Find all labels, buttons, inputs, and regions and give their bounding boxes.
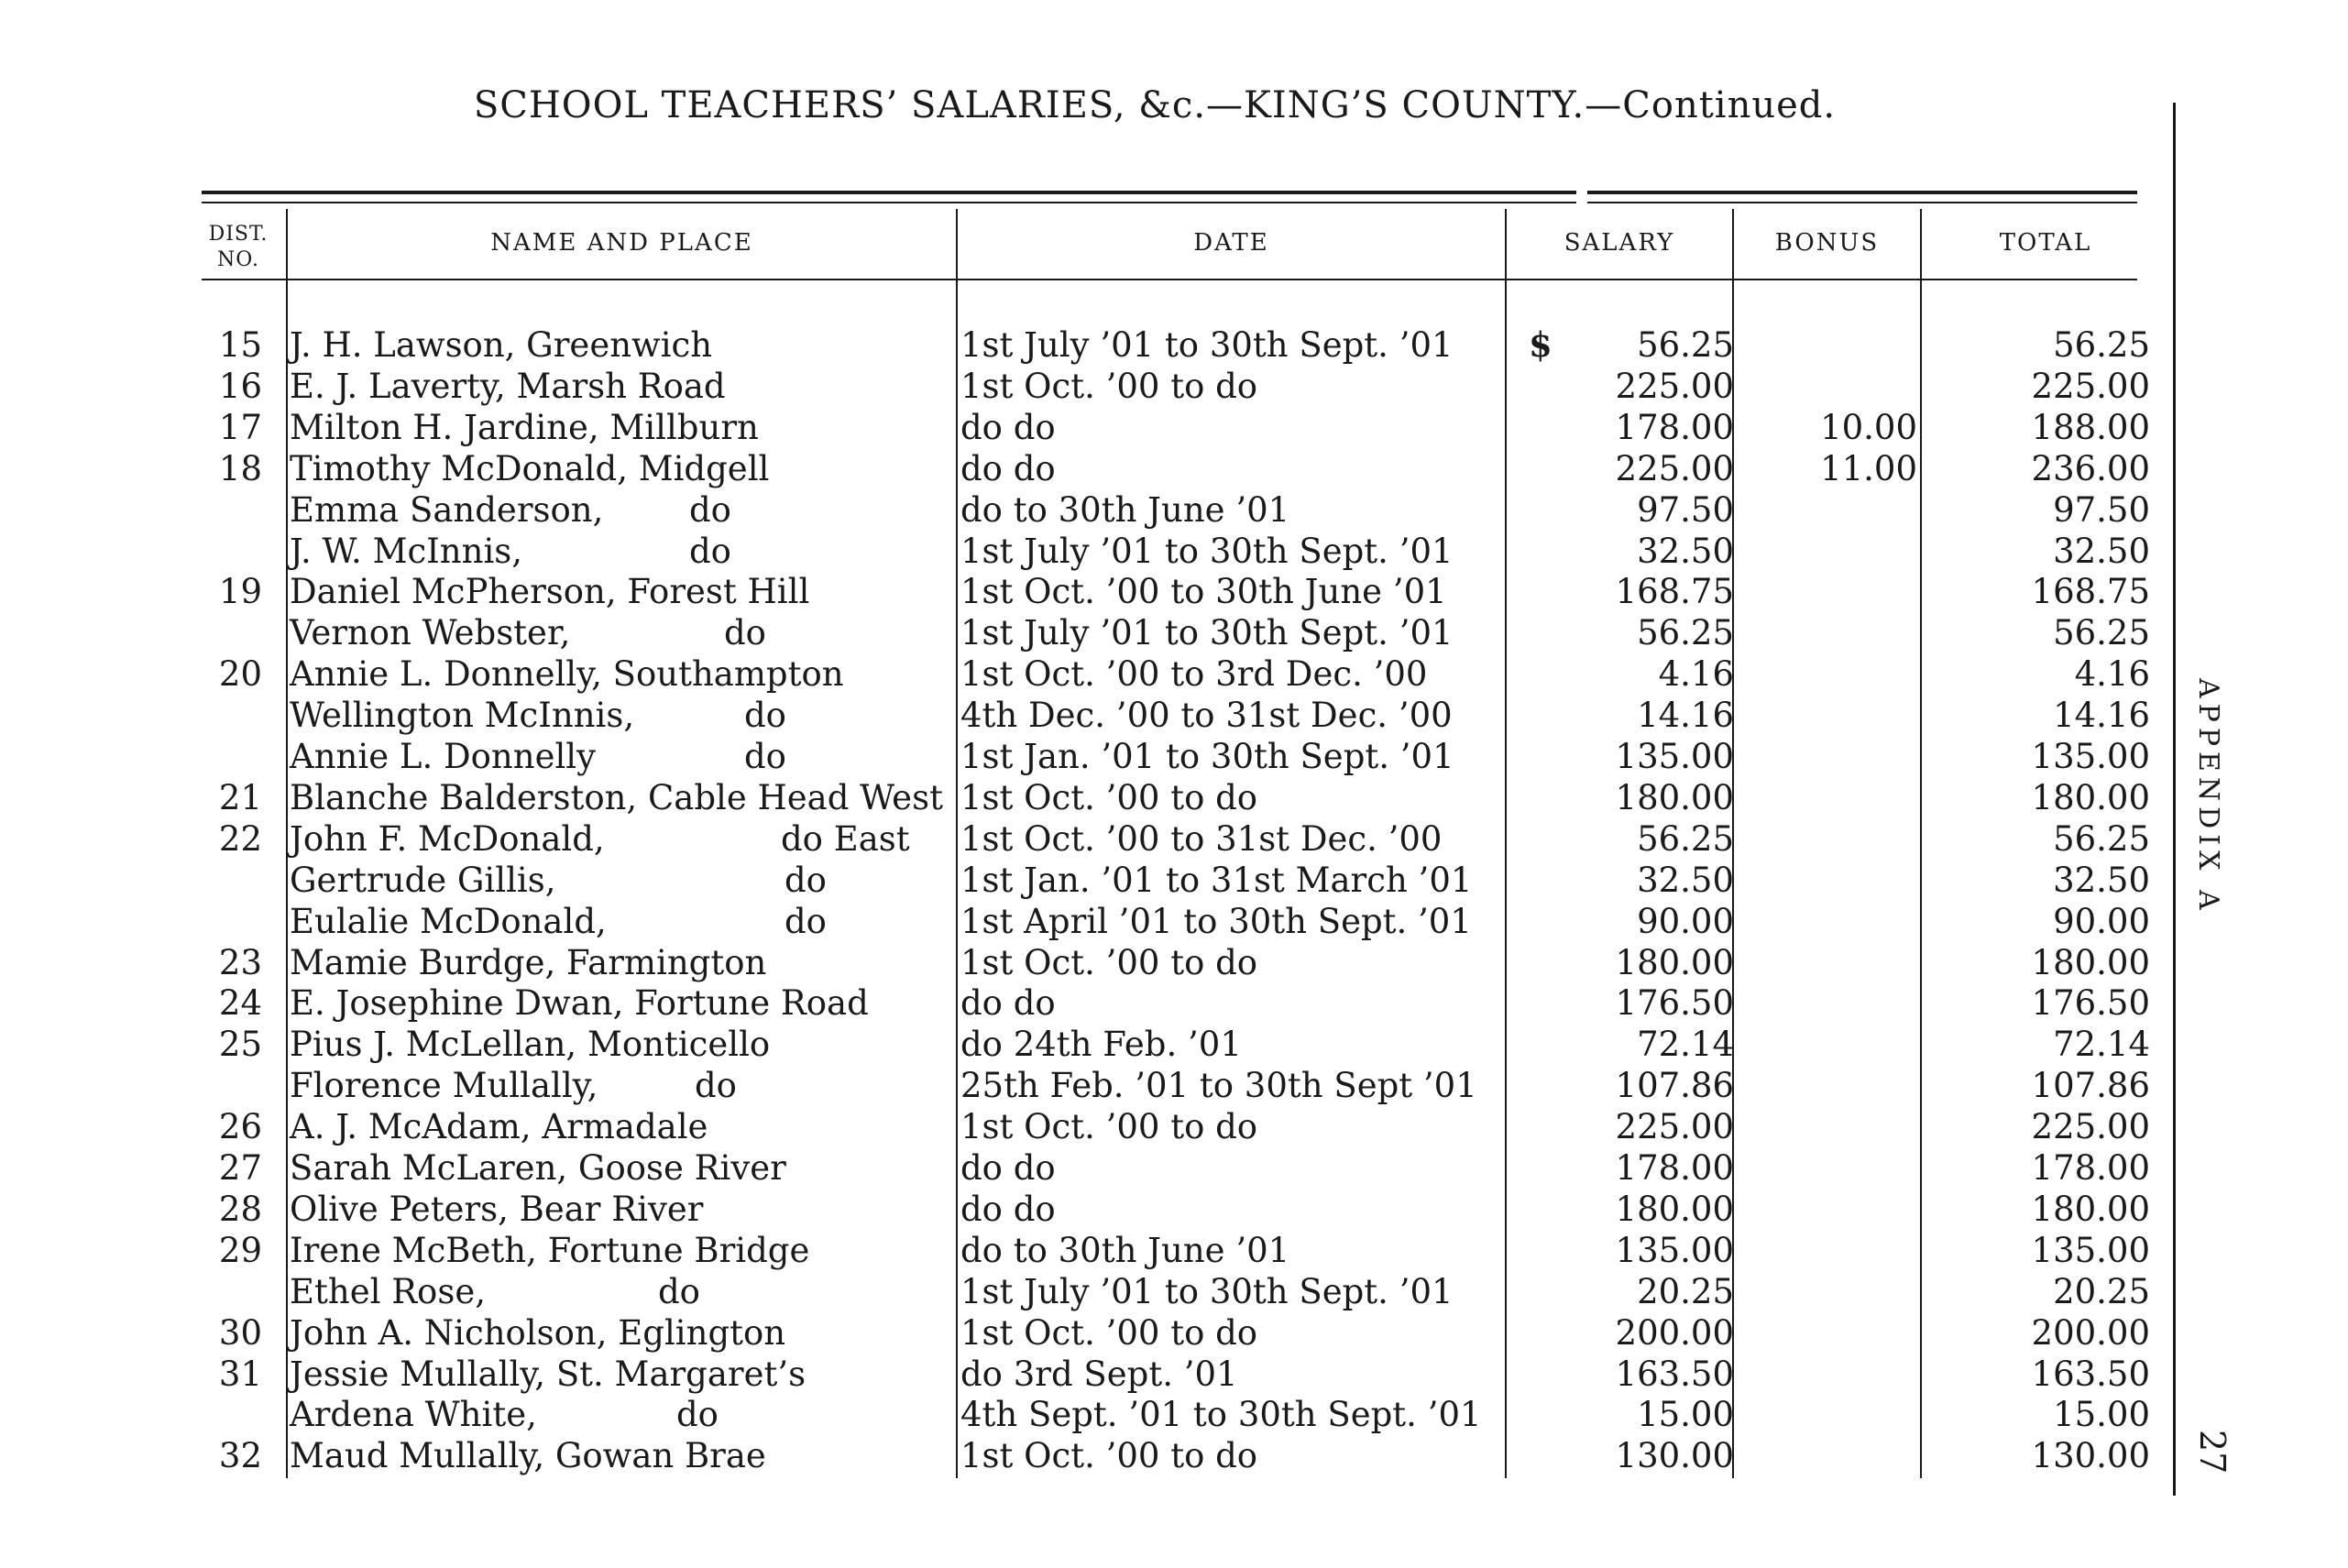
place-cell: do East xyxy=(781,819,910,859)
place-cell: do xyxy=(689,532,731,571)
salary-cell: 180.00 xyxy=(1615,1190,1734,1229)
total-cell: 56.25 xyxy=(2053,613,2150,652)
date-cell: do do xyxy=(960,449,1056,488)
date-cell: do do xyxy=(960,1190,1056,1229)
date-cell: 1st July ’01 to 30th Sept. ’01 xyxy=(960,613,1454,652)
table-row xyxy=(0,1106,2348,1147)
date-cell: do do xyxy=(960,1148,1056,1188)
total-cell: 236.00 xyxy=(2031,449,2150,488)
date-cell: 1st Oct. ’00 to do xyxy=(960,1107,1258,1146)
place-cell: do xyxy=(744,737,786,776)
total-cell: 72.14 xyxy=(2053,1025,2150,1064)
total-cell: 14.16 xyxy=(2053,696,2150,735)
teacher-name-cell: Maud Mullally, Gowan Brae xyxy=(290,1436,766,1475)
date-cell: do do xyxy=(960,408,1056,447)
total-cell: 15.00 xyxy=(2053,1395,2150,1434)
bonus-cell: 11.00 xyxy=(1820,449,1917,488)
dist-no-cell: 28 xyxy=(218,1190,262,1229)
table-rule-top xyxy=(1587,191,2137,194)
date-cell: 1st July ’01 to 30th Sept. ’01 xyxy=(960,532,1454,571)
total-cell: 225.00 xyxy=(2031,1107,2150,1146)
total-cell: 97.50 xyxy=(2053,490,2150,530)
dist-no-cell: 24 xyxy=(218,983,262,1023)
salary-cell: 180.00 xyxy=(1615,778,1734,817)
dist-no-cell: 23 xyxy=(218,943,262,982)
teacher-name-cell: Mamie Burdge, Farmington xyxy=(290,943,767,982)
salary-cell: 107.86 xyxy=(1615,1066,1734,1105)
header-salary: SALARY xyxy=(1564,229,1675,257)
table-header-rule xyxy=(202,279,2137,280)
teacher-name-cell: Ardena White, xyxy=(290,1395,537,1434)
table-row xyxy=(0,1394,2348,1435)
salary-cell: 178.00 xyxy=(1615,408,1734,447)
place-cell: do xyxy=(695,1066,737,1105)
table-row xyxy=(0,324,2348,366)
place-cell: do xyxy=(658,1272,700,1311)
salary-cell: 225.00 xyxy=(1615,367,1734,406)
total-cell: 20.25 xyxy=(2053,1272,2150,1311)
total-cell: 200.00 xyxy=(2031,1313,2150,1353)
salary-cell: 135.00 xyxy=(1615,737,1734,776)
table-row xyxy=(0,1147,2348,1189)
place-cell: do xyxy=(689,490,731,530)
salary-cell: 168.75 xyxy=(1615,572,1734,611)
date-cell: 25th Feb. ’01 to 30th Sept ’01 xyxy=(960,1066,1477,1105)
table-row xyxy=(0,1065,2348,1106)
salary-cell: 32.50 xyxy=(1637,532,1734,571)
salary-cell: 15.00 xyxy=(1637,1395,1734,1434)
teacher-name-cell: Wellington McInnis, xyxy=(290,696,635,735)
dist-no-cell: 29 xyxy=(218,1231,262,1270)
appendix-label: APPENDIX A xyxy=(2192,678,2224,916)
header-dist-no: DIST. NO. xyxy=(208,223,269,271)
teacher-name-cell: Daniel McPherson, Forest Hill xyxy=(290,572,810,611)
page-title: SCHOOL TEACHERS’ SALARIES, &c.—KING’S COUNTY.—Continued. xyxy=(473,84,1837,126)
table-row xyxy=(0,695,2348,736)
total-cell: 32.50 xyxy=(2053,532,2150,571)
table-rule-top xyxy=(202,191,1576,194)
table-rule-top-thin xyxy=(202,202,1576,203)
table-row xyxy=(0,860,2348,901)
total-cell: 107.86 xyxy=(2031,1066,2150,1105)
dist-no-cell: 20 xyxy=(218,654,262,694)
total-cell: 32.50 xyxy=(2053,861,2150,900)
place-cell: do xyxy=(784,861,827,900)
teacher-name-cell: Eulalie McDonald, xyxy=(290,902,607,941)
total-cell: 90.00 xyxy=(2053,902,2150,941)
table-row xyxy=(0,407,2348,448)
teacher-name-cell: John F. McDonald, xyxy=(290,819,605,859)
page-number: 27 xyxy=(2192,1430,2233,1475)
table-row xyxy=(0,653,2348,695)
dist-no-cell: 25 xyxy=(218,1025,262,1064)
table-row xyxy=(0,1230,2348,1271)
teacher-name-cell: Annie L. Donnelly xyxy=(290,737,597,776)
table-row xyxy=(0,736,2348,777)
table-row xyxy=(0,1189,2348,1230)
place-cell: do xyxy=(744,696,786,735)
place-cell: do xyxy=(676,1395,719,1434)
total-cell: 4.16 xyxy=(2074,654,2150,694)
teacher-name-cell: Gertrude Gillis, xyxy=(290,861,556,900)
dist-no-cell: 30 xyxy=(218,1313,262,1353)
total-cell: 225.00 xyxy=(2031,367,2150,406)
date-cell: 4th Dec. ’00 to 31st Dec. ’00 xyxy=(960,696,1453,735)
teacher-name-cell: Florence Mullally, xyxy=(290,1066,598,1105)
dist-no-cell: 17 xyxy=(218,408,262,447)
date-cell: 4th Sept. ’01 to 30th Sept. ’01 xyxy=(960,1395,1482,1434)
salary-cell: 32.50 xyxy=(1637,861,1734,900)
teacher-name-cell: E. J. Laverty, Marsh Road xyxy=(290,367,726,406)
dist-no-cell: 19 xyxy=(218,572,262,611)
teacher-name-cell: Milton H. Jardine, Millburn xyxy=(290,408,759,447)
date-cell: do 3rd Sept. ’01 xyxy=(960,1354,1238,1394)
date-cell: do 24th Feb. ’01 xyxy=(960,1025,1242,1064)
total-cell: 163.50 xyxy=(2031,1354,2150,1394)
salary-cell: 225.00 xyxy=(1615,449,1734,488)
date-cell: 1st Oct. ’00 to 31st Dec. ’00 xyxy=(960,819,1443,859)
place-cell: do xyxy=(724,613,766,652)
table-row xyxy=(0,1312,2348,1354)
date-cell: 1st Oct. ’00 to do xyxy=(960,943,1258,982)
salary-cell: 180.00 xyxy=(1615,943,1734,982)
teacher-name-cell: Annie L. Donnelly, Southampton xyxy=(290,654,844,694)
salary-cell: 20.25 xyxy=(1637,1272,1734,1311)
date-cell: 1st Jan. ’01 to 30th Sept. ’01 xyxy=(960,737,1454,776)
total-cell: 56.25 xyxy=(2053,819,2150,859)
header-total: TOTAL xyxy=(1999,229,2092,257)
salary-cell: 200.00 xyxy=(1615,1313,1734,1353)
table-row xyxy=(0,612,2348,653)
salary-cell: 72.14 xyxy=(1637,1025,1734,1064)
salary-cell: 97.50 xyxy=(1637,490,1734,530)
date-cell: 1st Oct. ’00 to do xyxy=(960,1436,1258,1475)
date-cell: do to 30th June ’01 xyxy=(960,490,1290,530)
teacher-name-cell: A. J. McAdam, Armadale xyxy=(290,1107,708,1146)
table-row xyxy=(0,571,2348,612)
date-cell: 1st Oct. ’00 to 30th June ’01 xyxy=(960,572,1447,611)
teacher-name-cell: Emma Sanderson, xyxy=(290,490,604,530)
table-row xyxy=(0,1354,2348,1395)
dist-no-cell: 21 xyxy=(218,778,262,817)
teacher-name-cell: Olive Peters, Bear River xyxy=(290,1190,704,1229)
total-cell: 188.00 xyxy=(2031,408,2150,447)
table-row xyxy=(0,818,2348,860)
teacher-name-cell: Jessie Mullally, St. Margaret’s xyxy=(290,1354,806,1394)
salary-cell: 56.25 xyxy=(1637,325,1734,365)
total-cell: 135.00 xyxy=(2031,1231,2150,1270)
teacher-name-cell: John A. Nicholson, Eglington xyxy=(290,1313,786,1353)
table-row xyxy=(0,366,2348,407)
teacher-name-cell: Pius J. McLellan, Monticello xyxy=(290,1025,771,1064)
salary-cell: 178.00 xyxy=(1615,1148,1734,1188)
total-cell: 180.00 xyxy=(2031,943,2150,982)
dist-no-cell: 26 xyxy=(218,1107,262,1146)
table-row xyxy=(0,489,2348,531)
date-cell: 1st Oct. ’00 to do xyxy=(960,778,1258,817)
salary-cell: 225.00 xyxy=(1615,1107,1734,1146)
total-cell: 178.00 xyxy=(2031,1148,2150,1188)
place-cell: do xyxy=(784,902,827,941)
total-cell: 135.00 xyxy=(2031,737,2150,776)
date-cell: 1st Oct. ’00 to do xyxy=(960,367,1258,406)
table-row xyxy=(0,1435,2348,1476)
table-row xyxy=(0,982,2348,1024)
total-cell: 130.00 xyxy=(2031,1436,2150,1475)
date-cell: 1st Oct. ’00 to 3rd Dec. ’00 xyxy=(960,654,1428,694)
salary-cell: 4.16 xyxy=(1658,654,1734,694)
date-cell: do do xyxy=(960,983,1056,1023)
salary-cell: 130.00 xyxy=(1615,1436,1734,1475)
teacher-name-cell: Ethel Rose, xyxy=(290,1272,486,1311)
teacher-name-cell: Blanche Balderston, Cable Head West xyxy=(290,778,943,817)
salary-cell: 14.16 xyxy=(1637,696,1734,735)
total-cell: 180.00 xyxy=(2031,1190,2150,1229)
table-rule-top-thin xyxy=(1587,202,2137,203)
salary-cell: 90.00 xyxy=(1637,902,1734,941)
dist-no-cell: 27 xyxy=(218,1148,262,1188)
total-cell: 176.50 xyxy=(2031,983,2150,1023)
dist-no-cell: 18 xyxy=(218,449,262,488)
teacher-name-cell: J. H. Lawson, Greenwich xyxy=(290,325,713,365)
total-cell: 180.00 xyxy=(2031,778,2150,817)
date-cell: do to 30th June ’01 xyxy=(960,1231,1290,1270)
table-row xyxy=(0,531,2348,572)
dist-no-cell: 22 xyxy=(218,819,262,859)
teacher-name-cell: Vernon Webster, xyxy=(290,613,571,652)
currency-symbol: $ xyxy=(1529,324,1553,365)
date-cell: 1st Jan. ’01 to 31st March ’01 xyxy=(960,861,1473,900)
teacher-name-cell: Sarah McLaren, Goose River xyxy=(290,1148,786,1188)
salary-cell: 56.25 xyxy=(1637,613,1734,652)
table-row xyxy=(0,942,2348,983)
header-bonus: BONUS xyxy=(1774,229,1880,257)
table-row xyxy=(0,777,2348,818)
teacher-name-cell: E. Josephine Dwan, Fortune Road xyxy=(290,983,869,1023)
bonus-cell: 10.00 xyxy=(1820,408,1917,447)
dist-no-cell: 16 xyxy=(218,367,262,406)
date-cell: 1st April ’01 to 30th Sept. ’01 xyxy=(960,902,1472,941)
date-cell: 1st July ’01 to 30th Sept. ’01 xyxy=(960,325,1454,365)
salary-cell: 163.50 xyxy=(1615,1354,1734,1394)
salary-cell: 56.25 xyxy=(1637,819,1734,859)
dist-no-cell: 31 xyxy=(218,1354,262,1394)
header-date: DATE xyxy=(1193,229,1269,257)
dist-no-cell: 15 xyxy=(218,325,262,365)
table-row xyxy=(0,1271,2348,1312)
teacher-name-cell: Timothy McDonald, Midgell xyxy=(290,449,770,488)
salary-cell: 135.00 xyxy=(1615,1231,1734,1270)
date-cell: 1st July ’01 to 30th Sept. ’01 xyxy=(960,1272,1454,1311)
salary-cell: 176.50 xyxy=(1615,983,1734,1023)
table-row xyxy=(0,1024,2348,1065)
table-row xyxy=(0,448,2348,489)
total-cell: 168.75 xyxy=(2031,572,2150,611)
teacher-name-cell: J. W. McInnis, xyxy=(290,532,523,571)
total-cell: 56.25 xyxy=(2053,325,2150,365)
teacher-name-cell: Irene McBeth, Fortune Bridge xyxy=(290,1231,810,1270)
date-cell: 1st Oct. ’00 to do xyxy=(960,1313,1258,1353)
dist-no-cell: 32 xyxy=(218,1436,262,1475)
header-name-and-place: NAME AND PLACE xyxy=(490,229,753,257)
table-row xyxy=(0,901,2348,942)
